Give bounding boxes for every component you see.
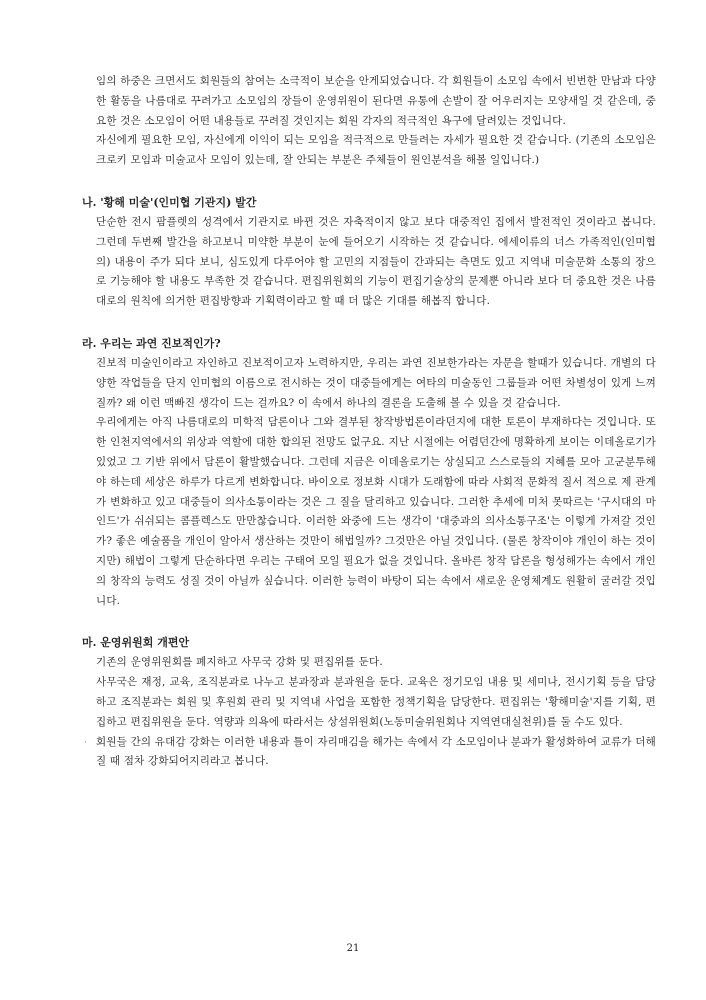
section-title-ra: 라. 우리는 과연 진보적인가? [82, 336, 221, 350]
section-ma-paragraph-3: 회원들 간의 유대감 강화는 이러한 내용과 틀이 자리매김을 해가는 속에서 각 소모임이나 분과가 활성화하여 교류가 더해질 때 점차 강화되어지리라고 봅니다. [96, 735, 656, 768]
section-title-na: 나. '황해 미술'(인미협 기관지) 발간 [82, 195, 257, 209]
section-ma-paragraph-2: 사무국은 재정, 교육, 조직분과로 나누고 분과장과 분과원을 둔다. 교육은 정기모임 내용 및 세미나, 전시기획 등을 담당하고 조직분과는 회원 및 후원회 관리 및 지역내 사업을 포함한 정책기획을 담당한다. 편집위는 '황해미술'지를 기획, 편집하고 편집위원을 둔다. 역량과 의욕에 따라서는 상설위원회(노동미술위원회나 지역연대실천위)를 둘 수도 있다. [96, 676, 656, 728]
margin-mark: · [84, 738, 87, 748]
section-title-ma: 마. 운영위원회 개편안 [82, 636, 190, 650]
section-ma-paragraph-1: 기존의 운영위원회를 폐지하고 사무국 강화 및 편집위를 둔다. [96, 656, 383, 669]
section-ra-paragraph-2: 우리에게는 아직 나름대로의 미학적 담론이나 그와 결부된 창작방법론이라던지에 대한 토론이 부재하다는 것입니다. 또한 인천지역에서의 위상과 역할에 대한 합의된 전망도 없구요. 지난 시절에는 어렴던간에 명확하게 보이는 이데올로기가 있었고 그 기반 위에서 담론이 활발했습니다. 그런데 지금은 이데올로기는 상실되고 스스로들의 지혜를 모아 고군분투해야 하는데 세상은 하루가 다르게 변화합니다. 바이오로 정보화 시대가 도래함에 따라 사회적 문화적 질서 적으로 제 관계가 변화하고 있고 대중들이 의사소통이라는 것은 그 질을 달리하고 있습니다. 그러한 추세에 미처 못따르는 '구시대의 마인드'가 쉬쉬되는 콤플렉스도 만만찮습니다. 이러한 와중에 드는 생각이 '대중과의 의사소통구조'는 이렇게 가져갈 것인가? 좋은 예술품을 개인이 알아서 생산하는 것만이 해법일까? 그것만은 아닐 것입니다. (물론 창작이야 개인이 하는 것이지만) 해법이 그렇게 단순하다면 우리는 구태여 모일 필요가 없을 것입니다. 올바른 창작 담론을 형성해가는 속에서 개인의 창작의 능력도 성질 것이 아닐까 싶습니다. 이러한 능력이 바탕이 되는 속에서 새로운 운영체계도 원활히 굴러갈 것입니다. [96, 416, 656, 607]
intro-paragraph-1: 임의 하중은 크면서도 회원들의 참여는 소극적이 보순을 안게되었습니다. 각 회원들이 소모임 속에서 빈번한 만남과 다양한 활동을 나름대로 꾸려가고 소모임의 장들이 운영위원이 된다면 유통에 손발이 잘 어우러지는 모양새일 것 같은데, 중요한 것은 소모임이 어떤 내용들로 꾸려질 것인지는 회원 각자의 적극적인 욕구에 달려있는 것입니다. [96, 75, 656, 127]
section-ra-paragraph-1: 진보적 미술인이라고 자인하고 진보적이고자 노력하지만, 우리는 과연 진보한가라는 자문을 할때가 있습니다. 개별의 다양한 작업들을 단지 인미협의 이름으로 전시하는 것이 대중들에게는 여타의 미술동인 그룹들과 어떤 차별성이 있게 느껴질까? 왜 이런 맥빠진 생각이 드는 걸까요? 이 속에서 하나의 결론을 도출해 볼 수 있을 것 같습니다. [96, 356, 656, 409]
page-number: 21 [346, 943, 360, 954]
section-na-paragraph-1: 단순한 전시 팜플렛의 성격에서 기관지로 바뀐 것은 자축적이지 않고 보다 대중적인 집에서 발전적인 것이라고 봅니다. 그런데 두번째 발간을 하고보니 미약한 부분이 눈에 들어오기 시작하는 것 같습니다. 에세이류의 너스 가족적인(인미협의) 내용이 주가 되다 보니, 심도있게 다루어야 할 고민의 지점들이 간과되는 측면도 있고 지역내 미술문화 소통의 장으로 기능해야 할 내용도 부족한 것 같습니다. 편집위원회의 기능이 편집기술상의 문제뿐 아니라 보다 더 중요한 것은 나름대로의 원칙에 의거한 편집방향과 기획력이라고 할 때 더 많은 기대를 해봅직 합니다. [96, 215, 656, 308]
intro-paragraph-2: 자신에게 필요한 모임, 자신에게 이익이 되는 모임을 적극적으로 만들려는 자세가 필요한 것 같습니다. (기존의 소모임은 크로키 모임과 미술교사 모임이 있는데, 잘 안되는 부분은 주체들이 원인분석을 해볼 일입니다.) [96, 134, 656, 167]
page-content [82, 72, 656, 772]
